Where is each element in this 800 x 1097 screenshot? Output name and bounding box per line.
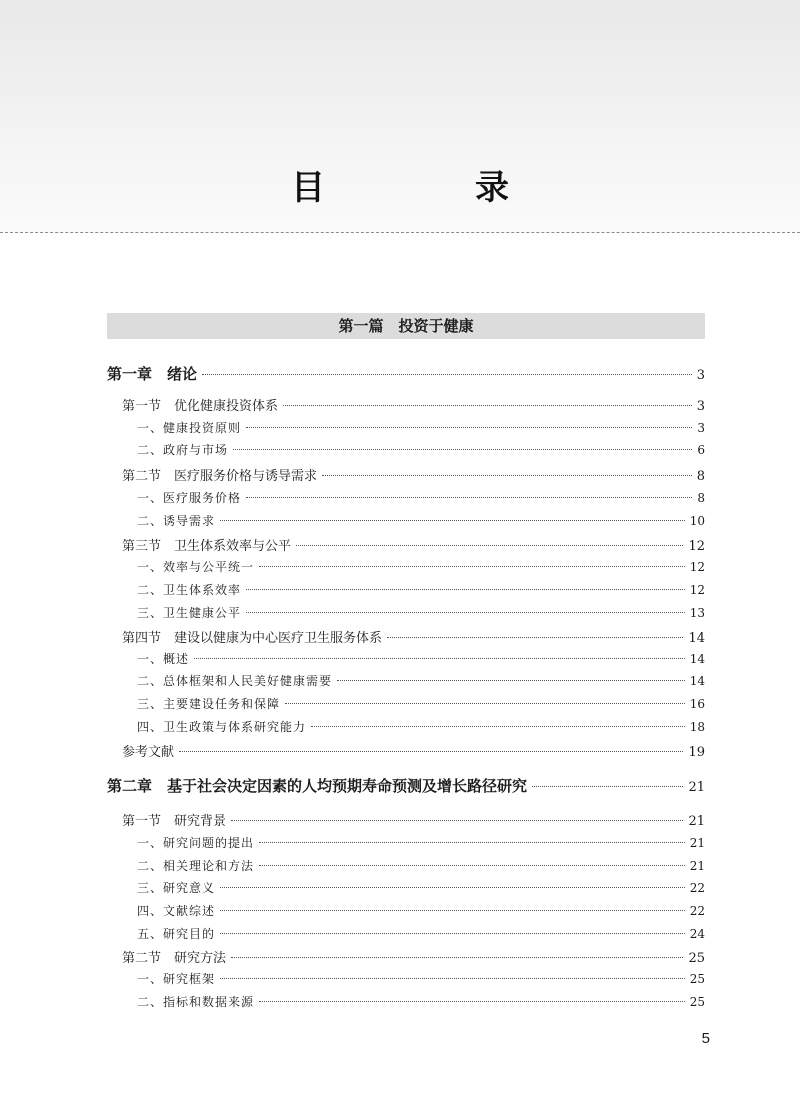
toc-section-row[interactable] bbox=[122, 465, 705, 487]
dot-leader bbox=[532, 786, 683, 787]
toc-entry-page: 14 bbox=[689, 674, 705, 688]
toc-entry-page: 21 bbox=[689, 836, 705, 850]
dot-leader bbox=[231, 957, 683, 958]
dot-leader bbox=[259, 566, 685, 567]
toc-entry-label: 第二章 基于社会决定因素的人均预期寿命预测及增长路径研究 bbox=[107, 777, 528, 795]
part-banner: 第一篇 投资于健康 bbox=[107, 313, 705, 339]
toc-item-row[interactable] bbox=[137, 581, 705, 603]
dot-leader bbox=[322, 475, 692, 476]
toc-entry-page: 3 bbox=[696, 399, 705, 414]
dot-leader bbox=[231, 820, 683, 821]
toc-entry-label: 第一章 绪论 bbox=[107, 365, 198, 383]
toc-item-row[interactable] bbox=[137, 970, 705, 992]
toc-entry-label: 一、研究问题的提出 bbox=[137, 836, 255, 850]
toc-entry-label: 参考文献 bbox=[122, 745, 175, 760]
toc-entry-page: 21 bbox=[689, 859, 705, 873]
dot-leader bbox=[246, 589, 685, 590]
toc-entry-label: 三、卫生健康公平 bbox=[137, 606, 242, 620]
toc-entry-page: 10 bbox=[689, 514, 705, 528]
toc-section-row[interactable] bbox=[122, 395, 705, 417]
dot-leader bbox=[220, 887, 685, 888]
toc-entry-page: 18 bbox=[689, 720, 705, 734]
toc-item-row[interactable] bbox=[137, 718, 705, 740]
toc-entry-label: 一、医疗服务价格 bbox=[137, 491, 242, 505]
toc-entry-page: 12 bbox=[689, 560, 705, 574]
toc-entry-label: 四、卫生政策与体系研究能力 bbox=[137, 720, 307, 734]
toc-entry-page: 14 bbox=[688, 631, 705, 646]
toc-entry-page: 13 bbox=[689, 606, 705, 620]
toc-entry-label: 二、诱导需求 bbox=[137, 514, 216, 528]
dot-leader bbox=[311, 726, 685, 727]
toc-entry-page: 22 bbox=[689, 881, 705, 895]
toc-entry-label: 一、概述 bbox=[137, 652, 190, 666]
toc-item-row[interactable] bbox=[137, 834, 705, 856]
dot-leader bbox=[194, 658, 685, 659]
toc-entry-page: 21 bbox=[688, 780, 705, 795]
toc-entry-label: 第三节 卫生体系效率与公平 bbox=[122, 539, 292, 554]
toc-entry-label: 五、研究目的 bbox=[137, 927, 216, 941]
toc-entry-page: 16 bbox=[689, 697, 705, 711]
toc-entry-page: 19 bbox=[688, 745, 705, 760]
toc-entry-page: 3 bbox=[697, 421, 705, 435]
toc-entry-label: 第一节 优化健康投资体系 bbox=[122, 399, 279, 414]
dot-leader bbox=[246, 427, 692, 428]
toc-item-row[interactable] bbox=[137, 857, 705, 879]
toc-entry-label: 三、主要建设任务和保障 bbox=[137, 697, 281, 711]
dot-leader bbox=[179, 751, 683, 752]
toc-entry-label: 二、卫生体系效率 bbox=[137, 583, 242, 597]
dot-leader bbox=[296, 545, 683, 546]
toc-item-row[interactable] bbox=[137, 419, 705, 441]
dot-leader bbox=[259, 1001, 685, 1002]
toc-entry-page: 8 bbox=[697, 491, 705, 505]
toc-entry-label: 二、相关理论和方法 bbox=[137, 859, 255, 873]
toc-entry-page: 25 bbox=[689, 995, 705, 1009]
toc-entry-label: 二、政府与市场 bbox=[137, 443, 229, 457]
toc-entry-page: 3 bbox=[696, 368, 705, 383]
toc-entry-page: 14 bbox=[689, 652, 705, 666]
toc-item-row[interactable] bbox=[137, 650, 705, 672]
toc-entry-page: 22 bbox=[689, 904, 705, 918]
toc-entry-label: 一、健康投资原则 bbox=[137, 421, 242, 435]
dot-leader bbox=[202, 374, 692, 375]
toc-entry-label: 第四节 建设以健康为中心医疗卫生服务体系 bbox=[122, 631, 383, 646]
toc-item-row[interactable] bbox=[137, 441, 705, 463]
toc-entry-page: 6 bbox=[697, 443, 705, 457]
toc-entry-label: 第一节 研究背景 bbox=[122, 814, 227, 829]
toc-item-row[interactable] bbox=[137, 489, 705, 511]
dot-leader bbox=[246, 497, 692, 498]
page-title: 目 录 bbox=[291, 168, 567, 208]
dot-leader bbox=[233, 449, 692, 450]
dot-leader bbox=[259, 865, 685, 866]
dot-leader bbox=[283, 405, 692, 406]
dot-leader bbox=[220, 910, 685, 911]
toc-item-row[interactable] bbox=[137, 902, 705, 924]
toc-entry-page: 21 bbox=[688, 814, 705, 829]
toc-item-row[interactable] bbox=[137, 993, 705, 1015]
toc-section-row[interactable] bbox=[122, 810, 705, 832]
dot-leader bbox=[220, 520, 685, 521]
toc-item-row[interactable] bbox=[137, 695, 705, 717]
toc-entry-page: 8 bbox=[696, 469, 705, 484]
toc-section-row[interactable] bbox=[122, 627, 705, 649]
toc-chapter-row[interactable] bbox=[107, 363, 705, 385]
toc-entry-label: 一、研究框架 bbox=[137, 972, 216, 986]
page-number: 5 bbox=[701, 1030, 710, 1047]
toc-section-row[interactable] bbox=[122, 947, 705, 969]
toc-item-row[interactable] bbox=[137, 604, 705, 626]
toc-entry-page: 25 bbox=[688, 951, 705, 966]
toc-chapter-row[interactable] bbox=[107, 775, 705, 797]
toc-item-row[interactable] bbox=[137, 558, 705, 580]
toc-item-row[interactable] bbox=[137, 925, 705, 947]
toc-entry-page: 12 bbox=[688, 539, 705, 554]
dot-leader bbox=[285, 703, 685, 704]
toc-section-row[interactable] bbox=[122, 741, 705, 763]
toc-entry-label: 二、总体框架和人民美好健康需要 bbox=[137, 674, 333, 688]
header-divider bbox=[0, 232, 800, 233]
toc-entry-label: 四、文献综述 bbox=[137, 904, 216, 918]
toc-entry-label: 三、研究意义 bbox=[137, 881, 216, 895]
toc-entry-page: 12 bbox=[689, 583, 705, 597]
toc-item-row[interactable] bbox=[137, 512, 705, 534]
toc-entry-label: 第二节 研究方法 bbox=[122, 951, 227, 966]
dot-leader bbox=[220, 933, 685, 934]
dot-leader bbox=[220, 978, 685, 979]
toc-section-row[interactable] bbox=[122, 535, 705, 557]
dot-leader bbox=[246, 612, 685, 613]
toc-item-row[interactable] bbox=[137, 672, 705, 694]
toc-item-row[interactable] bbox=[137, 879, 705, 901]
toc-entry-label: 二、指标和数据来源 bbox=[137, 995, 255, 1009]
dot-leader bbox=[337, 680, 685, 681]
toc-entry-label: 一、效率与公平统一 bbox=[137, 560, 255, 574]
dot-leader bbox=[387, 637, 683, 638]
toc-entry-page: 24 bbox=[689, 927, 705, 941]
dot-leader bbox=[259, 842, 685, 843]
toc-entry-page: 25 bbox=[689, 972, 705, 986]
toc-entry-label: 第二节 医疗服务价格与诱导需求 bbox=[122, 469, 318, 484]
